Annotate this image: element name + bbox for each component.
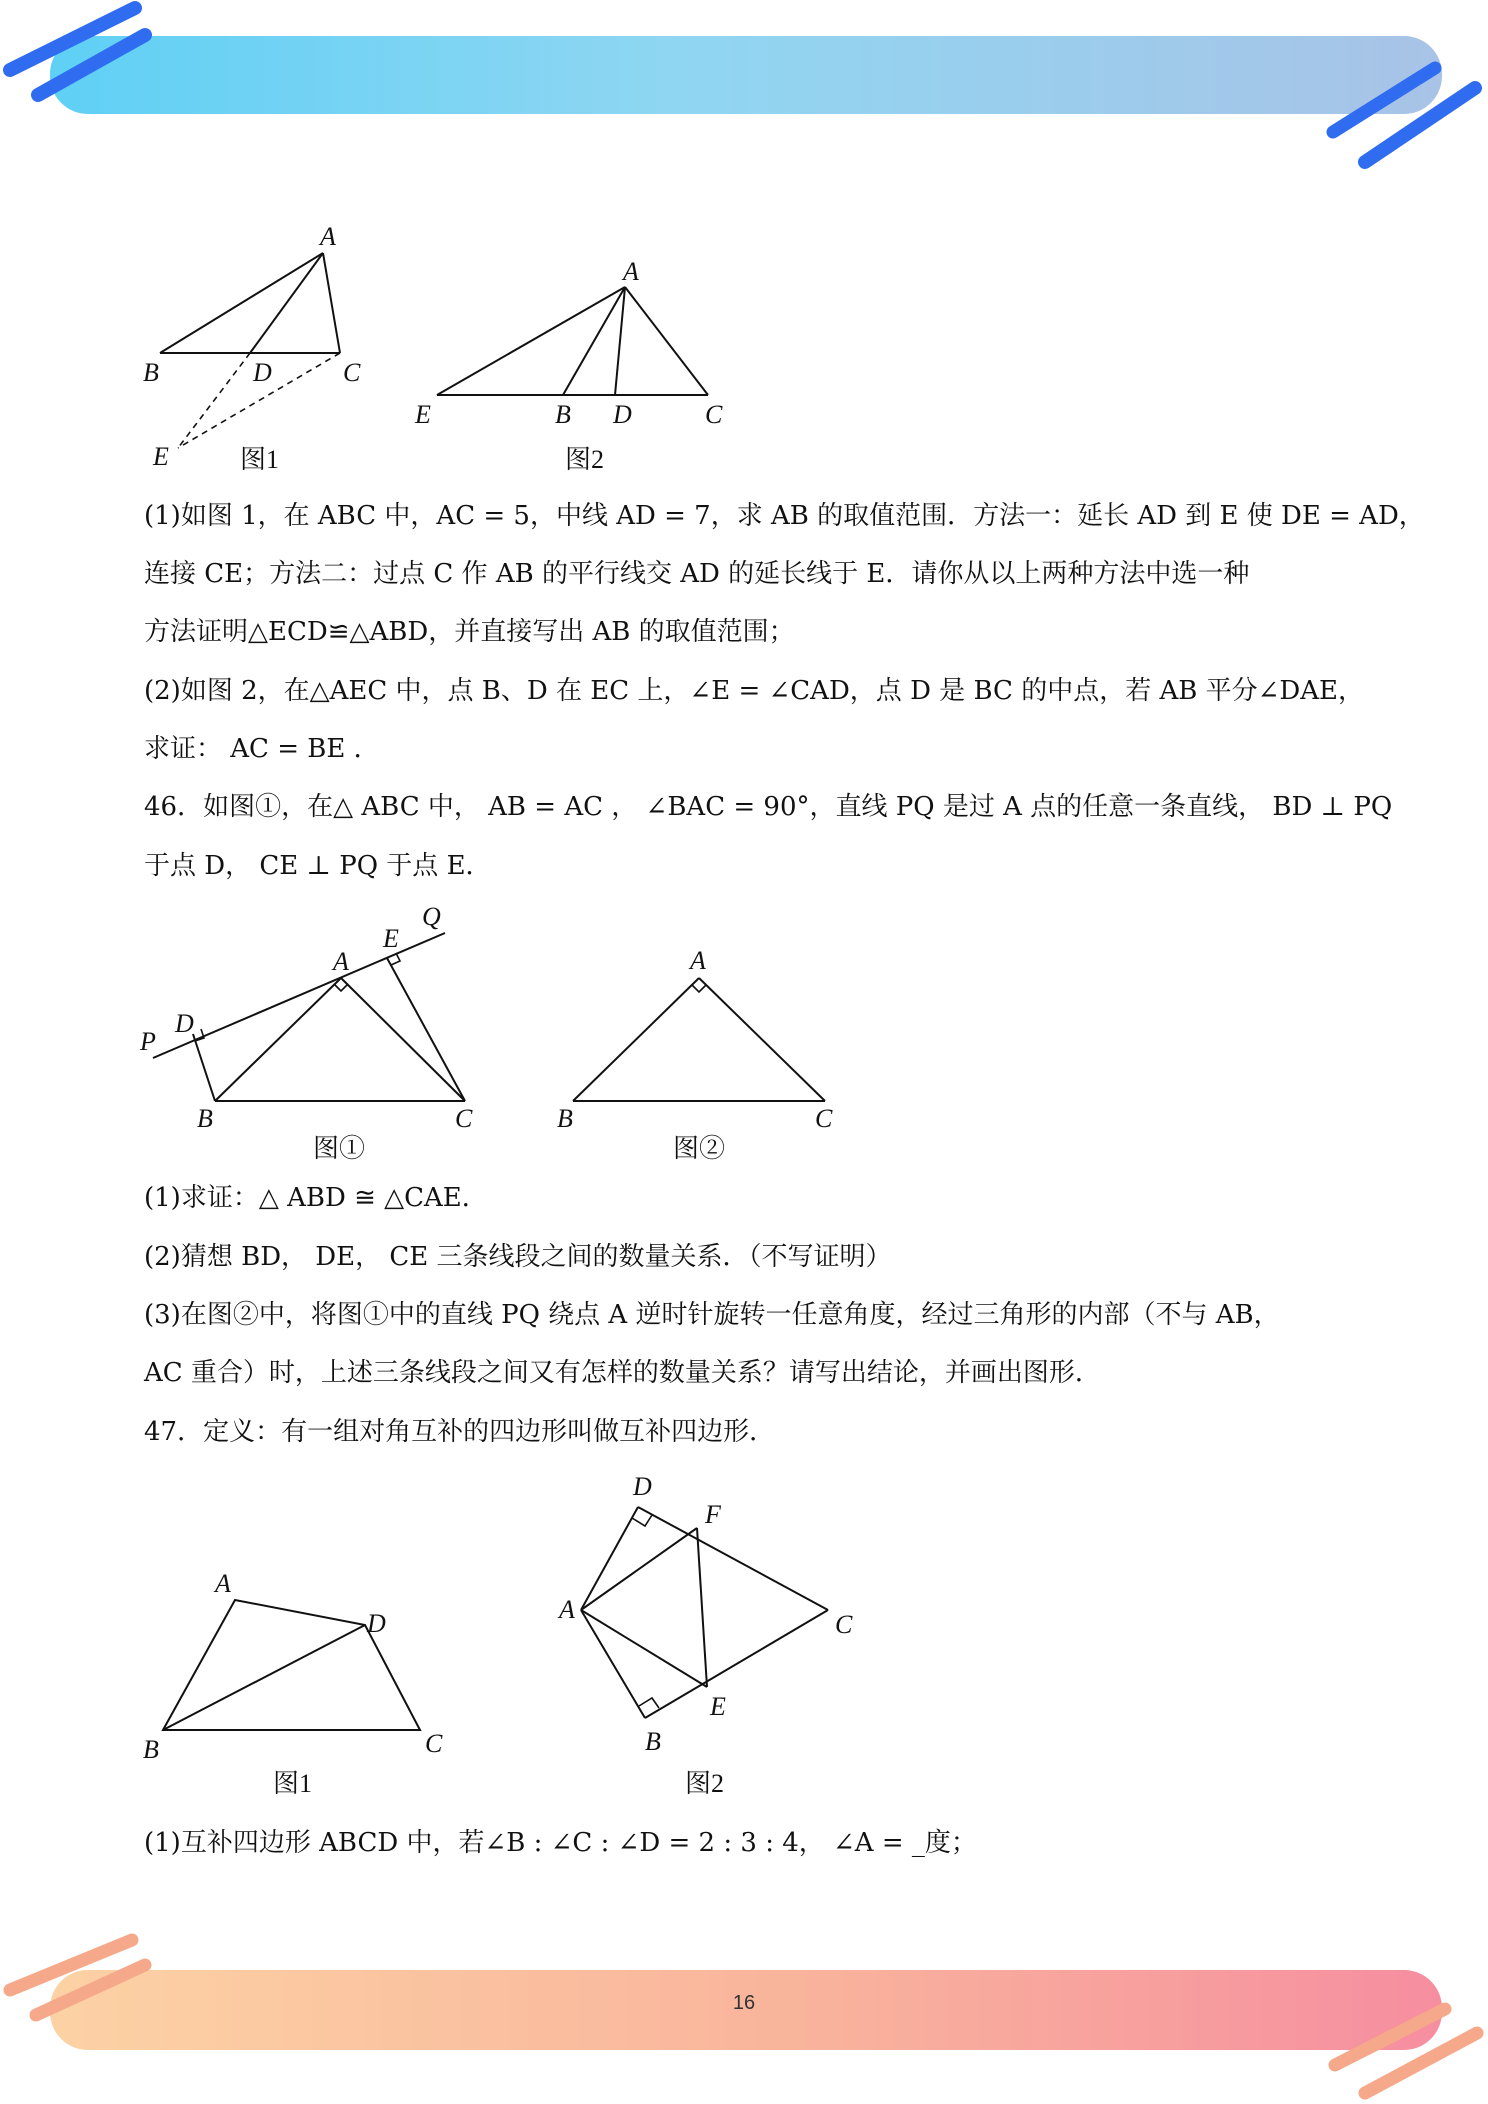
svg-text:F: F — [705, 1500, 721, 1529]
svg-text:D: D — [367, 1609, 386, 1638]
figure-2-caption: 图2 — [565, 445, 605, 474]
svg-text:A: A — [623, 257, 639, 286]
svg-text:B: B — [557, 1104, 573, 1133]
svg-text:A: A — [333, 947, 349, 976]
text-line-1: (1)如图 1，在 ABC 中，AC = 5，中线 AD = 7，求 AB 的取值范围．方法一：延长 AD 到 E 使 DE = AD， — [144, 501, 1425, 531]
svg-text:P: P — [140, 1027, 156, 1056]
figure-4-caption: 图② — [673, 1134, 726, 1163]
svg-text:C: C — [425, 1729, 443, 1758]
svg-text:D: D — [613, 400, 632, 429]
text-line-8: (1)求证：△ ABD ≅ △CAE． — [144, 1183, 488, 1213]
text-line-11: AC 重合）时，上述三条线段之间又有怎样的数量关系？请写出结论，并画出图形． — [144, 1358, 1101, 1388]
svg-text:A: A — [690, 946, 706, 975]
svg-text:B: B — [645, 1727, 661, 1756]
svg-text:B: B — [143, 1735, 159, 1764]
svg-text:C: C — [815, 1104, 833, 1133]
text-line-13: (1)互补四边形 ABCD 中，若∠B : ∠C : ∠D = 2 : 3 : 4， ∠A = _度； — [144, 1828, 977, 1858]
figure-5-quadrilateral — [135, 1560, 455, 1805]
figure-1-caption: 图1 — [240, 445, 280, 474]
text-line-4: (2)如图 2，在△AEC 中，点 B、D 在 EC 上，∠E = ∠CAD，点 D 是 BC 的中点，若 AB 平分∠DAE， — [144, 676, 1364, 706]
svg-text:B: B — [555, 400, 571, 429]
figure-4-right-triangle — [545, 945, 865, 1175]
header-stripes-left — [0, 0, 160, 110]
text-line-5: 求证： AC = BE ． — [144, 734, 380, 764]
text-line-10: (3)在图②中，将图①中的直线 PQ 绕点 A 逆时针旋转一任意角度，经过三角形的内部（不与 AB， — [144, 1300, 1280, 1330]
svg-text:B: B — [197, 1104, 213, 1133]
svg-text:C: C — [835, 1610, 853, 1639]
figure-6-caption: 图2 — [685, 1769, 725, 1798]
svg-text:D: D — [175, 1009, 194, 1038]
figure-3-caption: 图① — [313, 1134, 366, 1163]
text-line-6: 46．如图①，在△ ABC 中， AB = AC ， ∠BAC = 90°，直线 PQ 是过 A 点的任意一条直线， BD ⊥ PQ — [144, 792, 1393, 822]
figure-5-caption: 图1 — [273, 1769, 313, 1798]
header-banner — [50, 36, 1442, 114]
svg-text:C: C — [343, 358, 361, 387]
svg-text:E: E — [415, 400, 431, 429]
svg-text:C: C — [455, 1104, 473, 1133]
svg-text:A: A — [320, 222, 336, 251]
svg-text:C: C — [705, 400, 723, 429]
svg-text:E: E — [710, 1692, 726, 1721]
figure-3-rotated-line — [135, 895, 475, 1175]
text-line-7: 于点 D， CE ⊥ PQ 于点 E． — [144, 851, 492, 881]
text-line-2: 连接 CE；方法二：过点 C 作 AB 的平行线交 AD 的延长线于 E．请你从以上两种方法中选一种 — [144, 559, 1250, 589]
figure-2-triangle — [405, 255, 745, 480]
svg-text:B: B — [143, 358, 159, 387]
svg-text:D: D — [633, 1472, 652, 1501]
figure-1-triangle — [135, 215, 395, 480]
text-line-9: (2)猜想 BD， DE， CE 三条线段之间的数量关系．（不写证明） — [144, 1242, 892, 1272]
text-line-3: 方法证明△ECD≌△ABD，并直接写出 AB 的取值范围； — [144, 617, 795, 647]
svg-text:E: E — [153, 442, 169, 471]
svg-text:Q: Q — [422, 902, 441, 931]
svg-text:D: D — [253, 358, 272, 387]
svg-text:E: E — [383, 924, 399, 953]
svg-text:A: A — [559, 1595, 575, 1624]
text-line-12: 47．定义：有一组对角互补的四边形叫做互补四边形． — [144, 1417, 776, 1447]
header-stripes-right — [1325, 50, 1488, 180]
figure-6-kite — [545, 1465, 875, 1805]
svg-text:A: A — [215, 1569, 231, 1598]
page-number: 16 — [732, 1992, 756, 2014]
